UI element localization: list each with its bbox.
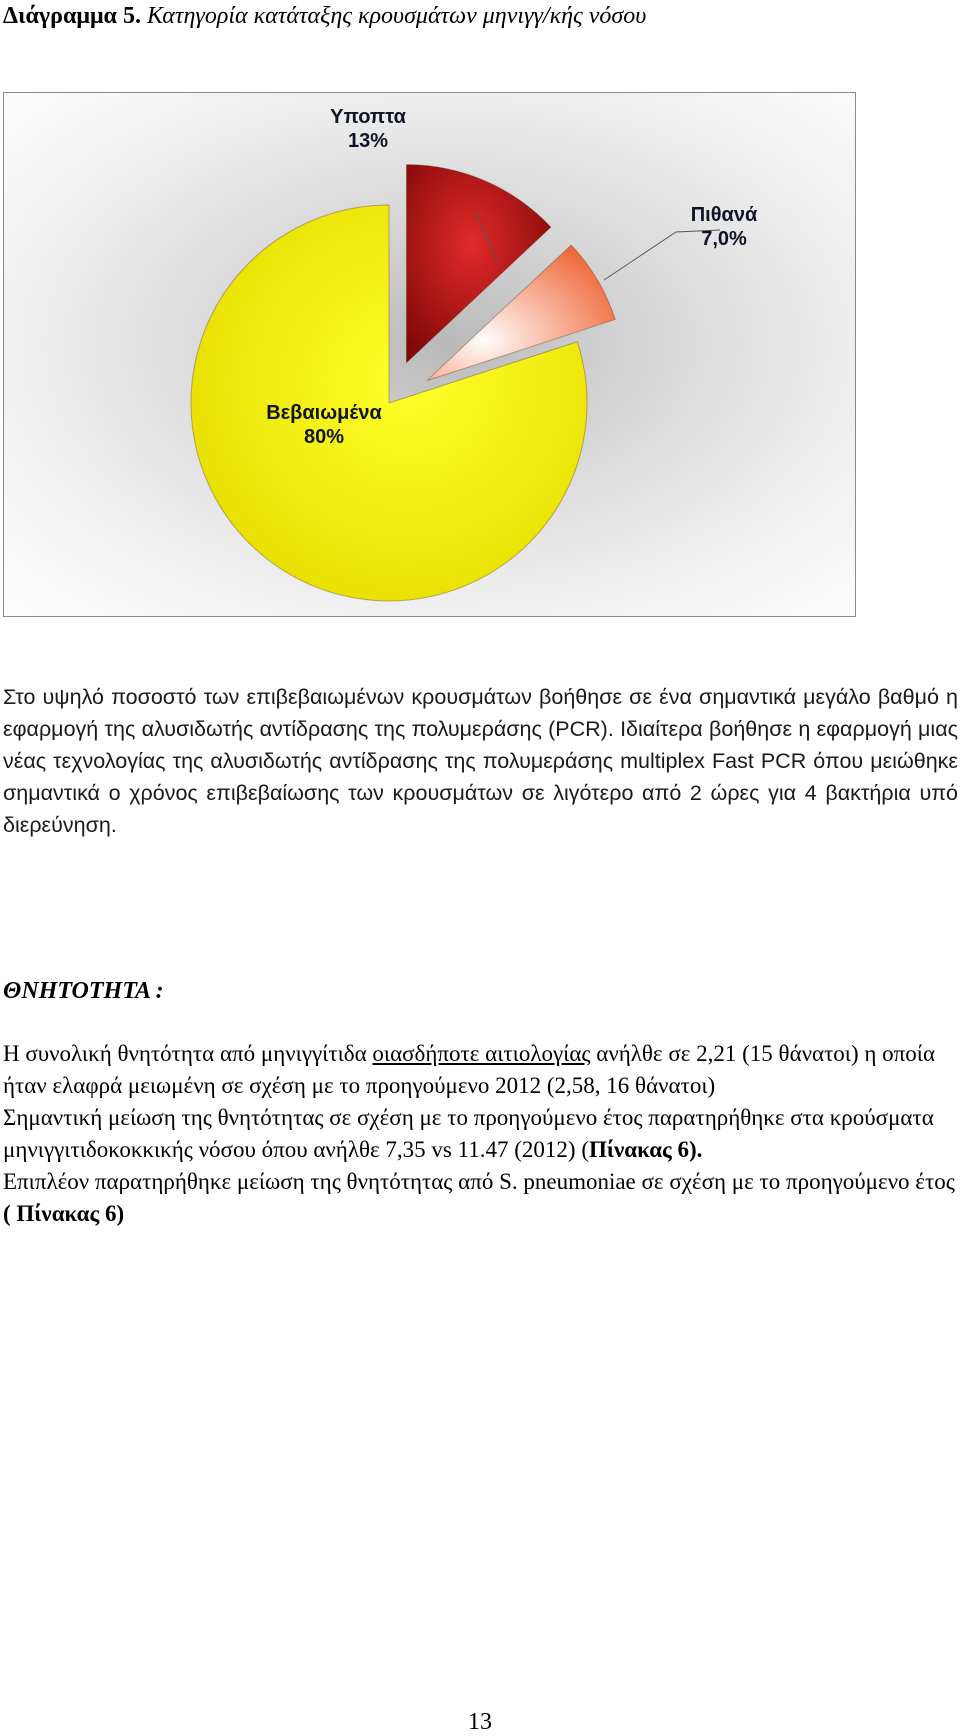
pie-chart: [3, 92, 856, 617]
mortality-paragraph-3: [3, 1166, 958, 1230]
caption-text: Κατηγορία κατάταξης κρουσμάτων μηνιγγ/κής νόσου: [140, 3, 647, 29]
page-number: 13: [468, 1709, 492, 1735]
mortality-paragraph-2: [3, 1102, 958, 1166]
mortality-p1-b: ανήλθε σε 2,21 (15 θάνατοι) η οποία ήταν ελαφρά μειωμένη σε σχέση με το προηγούμενο 2012 (2,58, 16 θάνατοι): [3, 1041, 936, 1098]
mortality-p3-table-ref: ( Πίνακας 6): [3, 1201, 125, 1226]
mortality-p2-a: Σημαντική μείωση της θνητότητας σε σχέση με το προηγούμενο έτος παρατηρήθηκε στα κρούσματα μηνιγγιτιδοκοκκικής νόσου όπου ανήλθε 7,35 vs 11.47 (2012) (: [3, 1105, 934, 1162]
section-title-mortality: ΘΝΗΤΟΤΗΤΑ :: [3, 978, 164, 1004]
mortality-paragraph-1: [3, 1038, 958, 1102]
slice-value-label: 80%: [303, 426, 345, 448]
mortality-p3-a: Επιπλέον παρατηρήθηκε μείωση της θνητότητας από S. pneumoniae σε σχέση με το προηγούμενο έτος: [3, 1169, 955, 1194]
slice-value-label: 13%: [347, 130, 389, 152]
mortality-p1-underlined: οιασδήποτε αιτιολογίας: [372, 1041, 591, 1066]
mortality-text: [3, 1038, 958, 1230]
paragraph-pcr: Στο υψηλό ποσοστό των επιβεβαιωμένων κρουσμάτων βοήθησε σε ένα σημαντικά μεγάλο βαθμό η εφαρμογή της αλυσιδωτής αντίδρασης της πολυμεράσης (PCR). Ιδιαίτερα βοήθησε η εφαρμογή μιας νέας τεχνολογίας της αλυσιδωτής αντίδρασης της πολυμεράσης multiplex Fast PCR όπου μειώθηκε σημαντικά ο χρόνος επιβεβαίωσης των κρουσμάτων σε λιγότερο από 2 ώρες για 4 βακτήρια υπό διερεύνηση.: [3, 685, 958, 837]
figure-caption: [3, 0, 953, 32]
pie-chart-svg: [4, 93, 857, 618]
mortality-p1-a: Η συνολική θνητότητα από μηνιγγίτιδα: [3, 1041, 373, 1066]
slice-category-label: Υποπτα: [330, 106, 406, 128]
pie-slice-3: [191, 205, 587, 601]
slice-category-label: Βεβαιωμένα: [266, 402, 382, 424]
caption-label: Διάγραμμα 5.: [3, 3, 141, 29]
mortality-p2-table-ref: Πίνακας 6).: [588, 1137, 703, 1162]
slice-value-label: 7,0%: [701, 228, 747, 250]
slice-category-label: Πιθανά: [690, 204, 758, 226]
